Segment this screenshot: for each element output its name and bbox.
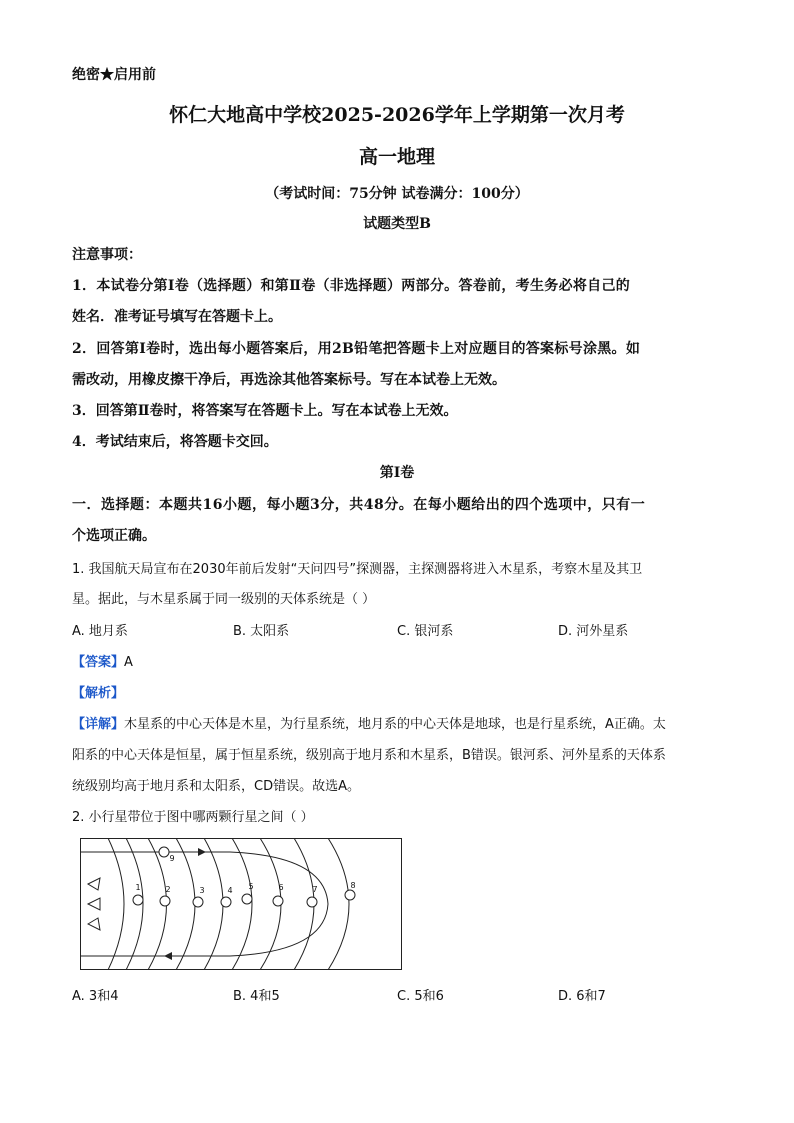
- secret-label: 绝密★启用前: [72, 67, 156, 83]
- planet-label-8: 8: [350, 881, 356, 890]
- analysis-tag: 【解析】: [72, 686, 125, 701]
- planet-9: [159, 847, 169, 857]
- planet-label-6: 6: [278, 883, 284, 892]
- section-instructions-line-2: 个选项正确。: [72, 528, 156, 544]
- q2-option-b: B. 4和5: [233, 989, 280, 1004]
- planet-7: [307, 897, 317, 907]
- planet-label-9: 9: [169, 854, 175, 863]
- q1-stem-line-1: 1. 我国航天局宣布在2030年前后发射“天问四号”探测器，主探测器将进入木星系，考察木星及其卫: [72, 562, 643, 577]
- planet-1: [133, 895, 143, 905]
- planet-label-5: 5: [248, 882, 254, 891]
- planet-5: [242, 894, 252, 904]
- detail-text-1: 木星系的中心天体是木星，为行星系统，地月系的中心天体是地球，也是行星系统，A正确。太: [124, 717, 666, 732]
- q1-option-c: C. 银河系: [397, 624, 454, 639]
- planet-2: [160, 896, 170, 906]
- planet-label-4: 4: [227, 886, 233, 895]
- q2-option-d: D. 6和7: [558, 989, 606, 1004]
- note-item-2-line-1: 2．回答第Ⅰ卷时，选出每小题答案后，用2B铅笔把答题卡上对应题目的答案标号涂黑。如: [72, 341, 641, 357]
- q1-detail-line-3: 统级别均高于地月系和太阳系，CD错误。故选A。: [72, 779, 360, 794]
- q2-option-c: C. 5和6: [397, 989, 444, 1004]
- q1-option-d: D. 河外星系: [558, 624, 629, 639]
- q1-detail-line-1: [72, 713, 666, 732]
- note-item-3: 3．回答第Ⅱ卷时，将答案写在答题卡上。写在本试卷上无效。: [72, 403, 458, 419]
- planet-label-2: 2: [165, 885, 171, 894]
- planet-8: [345, 890, 355, 900]
- answer-value: A: [124, 655, 133, 670]
- planet-label-7: 7: [312, 885, 318, 894]
- note-item-2-line-2: 需改动，用橡皮擦干净后，再选涂其他答案标号。写在本试卷上无效。: [72, 372, 506, 388]
- q2-stem: 2. 小行星带位于图中哪两颗行星之间（ ）: [72, 810, 314, 825]
- paper-type: 试题类型B: [363, 216, 431, 232]
- answer-tag: 【答案】: [72, 655, 125, 670]
- q1-stem-line-2: 星。据此，与木星系属于同一级别的天体系统是（ ）: [72, 592, 376, 607]
- subject-title: 高一地理: [358, 146, 435, 168]
- note-item-1-line-2: 姓名．准考证号填写在答题卡上。: [72, 309, 282, 325]
- figure-border: [81, 839, 402, 970]
- planet-6: [273, 896, 283, 906]
- notes-heading: 注意事项：: [72, 247, 142, 263]
- solar-system-figure: [80, 838, 402, 970]
- exam-info: （考试时间：75分钟 试卷满分：100分）: [265, 186, 529, 202]
- q1-answer-row: [72, 651, 133, 670]
- detail-tag: 【详解】: [72, 717, 125, 732]
- q1-option-a: A. 地月系: [72, 624, 128, 639]
- planet-label-1: 1: [135, 883, 141, 892]
- q2-option-a: A. 3和4: [72, 989, 119, 1004]
- note-item-4: 4．考试结束后，将答题卡交回。: [72, 434, 278, 450]
- planet-label-3: 3: [199, 886, 205, 895]
- note-item-1-line-1: 1．本试卷分第Ⅰ卷（选择题）和第Ⅱ卷（非选择题）两部分。答卷前，考生务必将自己的: [72, 278, 631, 294]
- q1-analysis-row: [72, 682, 124, 701]
- section-instructions-line-1: 一．选择题：本题共16小题，每小题3分，共48分。在每小题给出的四个选项中，只有一: [72, 497, 646, 513]
- q1-detail-line-2: 阳系的中心天体是恒星，属于恒星系统，级别高于地月系和木星系，B错误。银河系、河外星系的天体系: [72, 748, 666, 763]
- section-title: 第Ⅰ卷: [379, 465, 415, 481]
- planet-4: [221, 897, 231, 907]
- q1-option-b: B. 太阳系: [233, 624, 290, 639]
- exam-title: 怀仁大地高中学校2025-2026学年上学期第一次月考: [169, 104, 625, 126]
- planet-3: [193, 897, 203, 907]
